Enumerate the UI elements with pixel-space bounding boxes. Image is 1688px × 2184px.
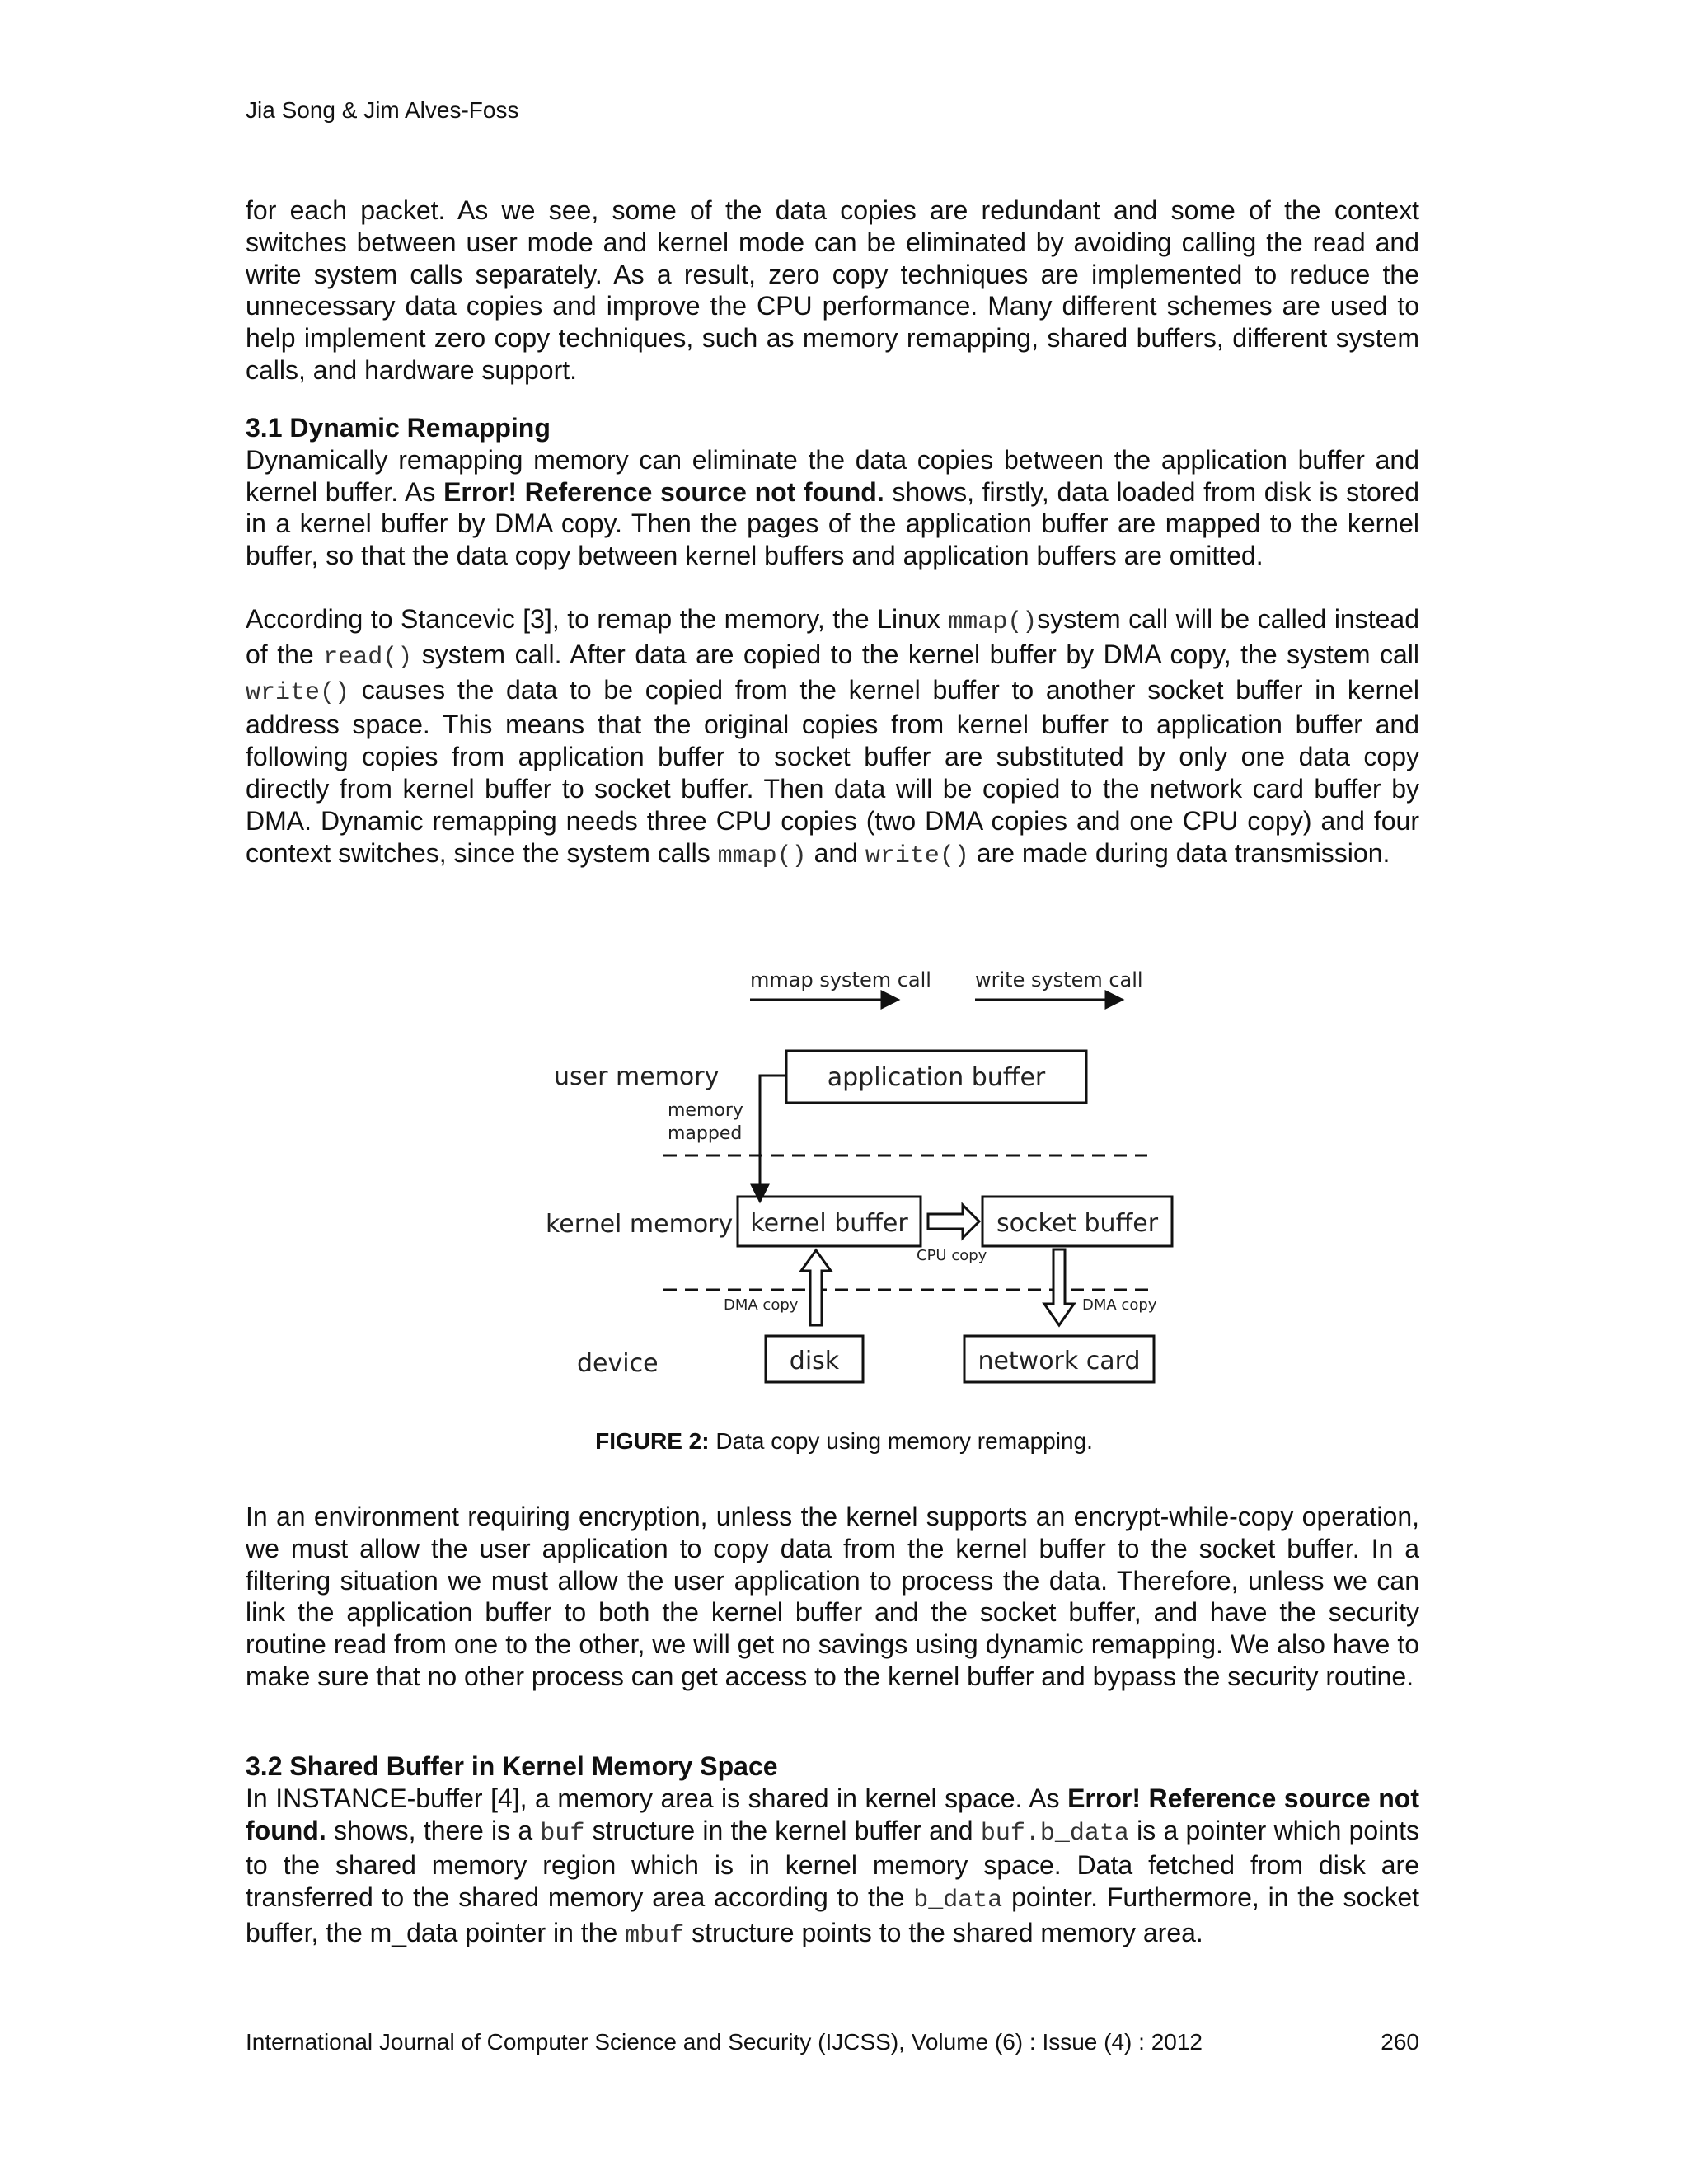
figure-caption [0, 1428, 1688, 1455]
figure-caption-label: FIGURE 2: [595, 1428, 710, 1454]
footer-journal: International Journal of Computer Science and Security (IJCSS), Volume (6) : Issue (4) : 2012 [246, 2029, 1203, 2055]
page-number: 260 [1381, 2029, 1419, 2055]
section-3-2-paragraph: In INSTANCE-buffer [4], a memory area is shared in kernel space. As Error! Reference source not found. shows, there is a buf structure in the kernel buffer and buf.b_data is a pointer which points to the shared memory region which is in kernel memory space. Data fetched from disk are transferred to the shared memory area according to the b_data pointer. Furthermore, in the socket buffer, the m_data pointer in the mbuf structure points to the shared memory area. [246, 1783, 1420, 1950]
memory-mapped-arrow [760, 1076, 786, 1202]
section-3-1-heading: 3.1 Dynamic Remapping [246, 413, 551, 443]
write-label: write system call [975, 968, 1143, 991]
application-buffer-label: application buffer [827, 1063, 1046, 1092]
running-header: Jia Song & Jim Alves-Foss [246, 97, 519, 123]
kernel-buffer-label: kernel buffer [750, 1209, 908, 1238]
kernel-memory-label: kernel memory [546, 1210, 734, 1239]
page-footer [246, 2029, 1419, 2055]
reference-error-2: Error! Reference source not found. [246, 1783, 1420, 1845]
after-figure-text: In an environment requiring encryption, unless the kernel supports an encrypt-while-copy operation, we must allow the user application to copy data from the kernel buffer to the socket buffer. In a filtering situation we must allow the user application to process the data. Therefore, unless we can link the application buffer to both the kernel buffer and the socket buffer, and have the security routine read from one to the other, we will get no savings using dynamic remapping. We also have to make sure that no other process can get access to the kernel buffer and bypass the security routine. [246, 1502, 1419, 1691]
section-3-2 [246, 1750, 1419, 1952]
dma-copy-left-label: DMA copy [724, 1296, 799, 1314]
device-label: device [577, 1349, 659, 1378]
mmap-label: mmap system call [750, 968, 931, 991]
cpu-copy-label: CPU copy [917, 1247, 987, 1264]
disk-label: disk [789, 1347, 840, 1376]
reference-error: Error! Reference source not found. [443, 476, 884, 507]
socket-buffer-label: socket buffer [996, 1209, 1159, 1238]
section-3-2-heading: 3.2 Shared Buffer in Kernel Memory Space [246, 1751, 778, 1781]
dma-copy-right-label: DMA copy [1082, 1296, 1157, 1314]
dma-copy-down-arrow [1044, 1249, 1074, 1325]
section-3-1-paragraph-1: Dynamically remapping memory can eliminate the data copies between the application buffer and kernel buffer. As Error! Reference source not found. shows, firstly, data loaded from disk is stored in a kernel buffer by DMA copy. Then the pages of the application buffer are mapped to the kernel buffer, so that the data copy between kernel buffers and application buffers are omitted. [246, 444, 1420, 571]
memory-mapped-label-2: mapped [668, 1123, 743, 1144]
figure-caption-text: Data copy using memory remapping. [709, 1428, 1093, 1454]
intro-text: for each packet. As we see, some of the data copies are redundant and some of the context switches between user mode and kernel mode can be eliminated by avoiding calling the read and write system calls separately. As a result, zero copy techniques are implemented to reduce the unnecessary data copies and improve the CPU performance. Many different schemes are used to help implement zero copy techniques, such as memory remapping, shared buffers, different system calls, and hardware support. [246, 195, 1419, 385]
memory-mapped-label-1: memory [668, 1100, 743, 1121]
cpu-copy-arrow [928, 1205, 979, 1238]
after-figure-paragraph [246, 1501, 1419, 1693]
user-memory-label: user memory [554, 1062, 720, 1091]
dma-copy-up-arrow [801, 1250, 831, 1325]
section-3-1-paragraph-2: According to Stancevic [3], to remap the memory, the Linux mmap()system call will be called instead of the read() system call. After data are copied to the kernel buffer by DMA copy, the system call write() causes the data to be copied from the kernel buffer to another socket buffer in kernel address space. This means that the original copies from kernel buffer to application buffer and following copies from application buffer to socket buffer are substituted by only one data copy directly from kernel buffer to socket buffer. Then data will be copied to the network card buffer by DMA. Dynamic remapping needs three CPU copies (two DMA copies and one CPU copy) and four context switches, since the system calls mmap() and write() are made during data transmission. [246, 603, 1420, 870]
network-card-label: network card [978, 1347, 1141, 1376]
